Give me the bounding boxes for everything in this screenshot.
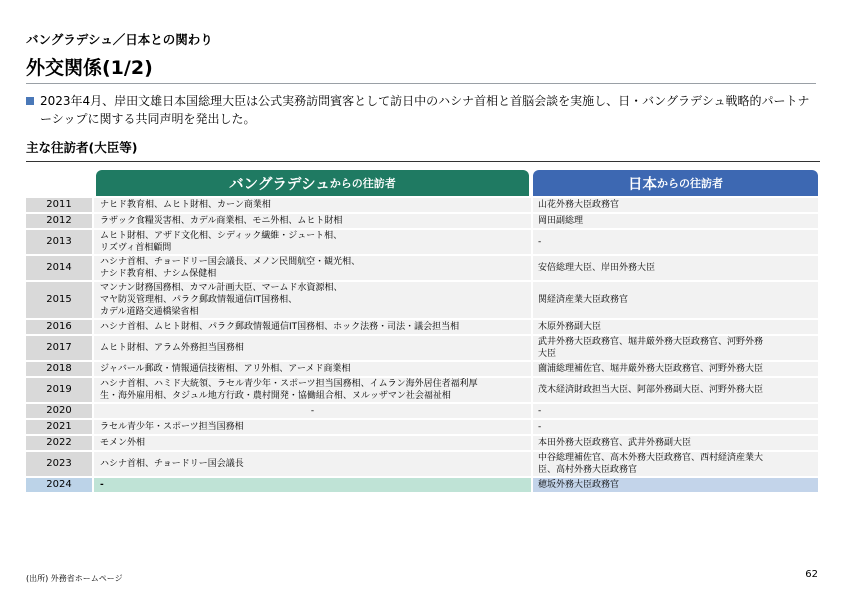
cell-line: 大臣: [538, 349, 557, 359]
bangladesh-visitors-cell: [94, 336, 531, 360]
cell-line: カデル道路交通橋梁省相: [100, 307, 199, 317]
japan-visitors-cell: [533, 256, 818, 280]
summary-bullet: [26, 92, 816, 128]
bangladesh-visitors-cell: [94, 404, 531, 418]
table-row: [26, 362, 818, 376]
cell-line: ハシナ首相、チョードリー国会議長、メノン民間航空・観光相、: [100, 257, 361, 267]
year-cell: 2014: [26, 256, 92, 280]
bangladesh-header-main: バングラデシュ: [229, 176, 330, 193]
page-title: 外交関係(1/2): [26, 57, 153, 79]
cell-line: -: [538, 422, 542, 432]
japan-visitors-cell: [533, 230, 818, 254]
japan-visitors-cell: [533, 336, 818, 360]
year-cell: 2013: [26, 230, 92, 254]
cell-line: -: [100, 480, 104, 490]
cell-line: ハシナ首相、ハミド大統領、ラセル青少年・スポーツ担当国務相、イムラン海外居住者福利厚: [100, 379, 478, 389]
section-divider: [26, 161, 820, 162]
bangladesh-visitors-cell: [94, 378, 531, 402]
cell-line: ナシド教育相、ナシム保健相: [100, 269, 217, 279]
bangladesh-visitors-cell: [94, 214, 531, 228]
year-cell: 2024: [26, 478, 92, 492]
table-row: [26, 198, 818, 212]
cell-line: リズヴィ首相顧問: [100, 243, 172, 253]
year-cell: 2020: [26, 404, 92, 418]
japan-visitors-cell: [533, 436, 818, 450]
cell-line: マンナン財務国務相、カマル計画大臣、マームド水資源相、: [100, 283, 343, 293]
cell-line: 木原外務副大臣: [538, 322, 602, 332]
table-row: [26, 404, 818, 418]
bangladesh-visitors-cell: [94, 362, 531, 376]
cell-line: 穂坂外務大臣政務官: [538, 480, 620, 490]
cell-line: ラザック食糧災害相、カデル商業相、モニ外相、ムヒト財相: [100, 216, 343, 226]
japan-visitors-cell: [533, 198, 818, 212]
cell-line: ムヒト財相、アラム外務担当国務相: [100, 343, 244, 353]
bangladesh-visitors-cell: [94, 436, 531, 450]
japan-visitors-cell: [533, 282, 818, 318]
page-subtitle: バングラデシュ／日本との関わり: [26, 32, 213, 47]
year-cell: 2022: [26, 436, 92, 450]
cell-line: 薗浦総理補佐官、堀井厳外務大臣政務官、河野外務大臣: [538, 364, 764, 374]
bangladesh-visitors-cell: [94, 282, 531, 318]
square-bullet-icon: [26, 97, 34, 105]
cell-line: -: [538, 406, 542, 416]
year-cell: 2021: [26, 420, 92, 434]
cell-line: 岡田副総理: [538, 216, 584, 226]
cell-line: ナヒド教育相、ムヒト財相、カーン商業相: [100, 200, 271, 210]
year-cell: 2023: [26, 452, 92, 476]
cell-line: モメン外相: [100, 438, 146, 448]
cell-line: 茂木経済財政担当大臣、阿部外務副大臣、河野外務大臣: [538, 385, 764, 395]
japan-header-main: 日本: [628, 176, 657, 193]
cell-line: 本田外務大臣政務官、武井外務副大臣: [538, 438, 692, 448]
year-cell: 2012: [26, 214, 92, 228]
cell-line: 臣、高村外務大臣政務官: [538, 465, 638, 475]
cell-line: ラセル青少年・スポーツ担当国務相: [100, 422, 244, 432]
table-row: [26, 378, 818, 402]
table-row: [26, 452, 818, 476]
cell-line: ハシナ首相、チョードリー国会議長: [100, 459, 244, 469]
year-cell: 2017: [26, 336, 92, 360]
japan-visitors-cell: [533, 214, 818, 228]
cell-line: 武井外務大臣政務官、堀井厳外務大臣政務官、河野外務: [538, 337, 764, 347]
table-row: [26, 214, 818, 228]
year-cell: 2019: [26, 378, 92, 402]
summary-text: 2023年4月、岸田文雄日本国総理大臣は公式実務訪問賓客として訪日中のハシナ首相と首脳会談を実施し、日・バングラデシュ戦略的パートナーシップに関する共同声明を発出した。: [40, 94, 810, 126]
cell-line: ムヒト財相、アザド文化相、シディック繊維・ジュート相、: [100, 231, 343, 241]
table-row: [26, 256, 818, 280]
bangladesh-visitors-cell: [94, 198, 531, 212]
bangladesh-header-sub: からの往訪者: [329, 177, 396, 190]
year-cell: 2011: [26, 198, 92, 212]
japan-header-sub: からの往訪者: [657, 177, 723, 190]
bangladesh-visitors-cell: [94, 256, 531, 280]
table-row: [26, 336, 818, 360]
japan-visitors-cell: [533, 378, 818, 402]
cell-line: -: [310, 406, 315, 416]
table-row: [26, 478, 818, 492]
table-row: [26, 320, 818, 334]
cell-line: 関経済産業大臣政務官: [538, 295, 629, 305]
cell-line: 生・海外雇用相、タジュル地方行政・農村開発・協働組合相、ヌルッザマン社会福祉相: [100, 391, 451, 401]
japan-visitors-cell: [533, 320, 818, 334]
year-cell: 2016: [26, 320, 92, 334]
bangladesh-visitors-cell: [94, 420, 531, 434]
cell-line: 山花外務大臣政務官: [538, 200, 620, 210]
table-row: [26, 230, 818, 254]
table-row: [26, 436, 818, 450]
section-heading: 主な往訪者(大臣等): [26, 140, 138, 155]
visitors-table: [26, 198, 818, 494]
japan-visitors-cell: [533, 420, 818, 434]
bangladesh-visitors-cell: [94, 452, 531, 476]
header-divider: [26, 83, 816, 84]
japan-visitors-cell: [533, 362, 818, 376]
bangladesh-visitors-cell: [94, 320, 531, 334]
cell-line: ジャバール郵政・情報通信技術相、アリ外相、アーメド商業相: [100, 364, 351, 374]
japan-visitors-cell: [533, 404, 818, 418]
year-cell: 2018: [26, 362, 92, 376]
cell-line: ハシナ首相、ムヒト財相、パラク郵政情報通信IT国務相、ホック法務・司法・議会担当相: [100, 322, 460, 332]
source-note: (出所) 外務省ホームページ: [26, 574, 123, 583]
cell-line: 中谷総理補佐官、高木外務大臣政務官、西村経済産業大: [538, 453, 764, 463]
table-row: [26, 282, 818, 318]
japan-column-header: [533, 170, 818, 196]
page-number: 62: [805, 569, 818, 580]
bangladesh-visitors-cell: [94, 478, 531, 492]
japan-visitors-cell: [533, 452, 818, 476]
cell-line: -: [538, 237, 542, 247]
cell-line: マヤ防災管理相、パラク郵政情報通信IT国務相、: [100, 295, 298, 305]
bangladesh-column-header: [96, 170, 529, 196]
japan-visitors-cell: [533, 478, 818, 492]
cell-line: 安倍総理大臣、岸田外務大臣: [538, 263, 656, 273]
table-row: [26, 420, 818, 434]
year-cell: 2015: [26, 282, 92, 318]
bangladesh-visitors-cell: [94, 230, 531, 254]
